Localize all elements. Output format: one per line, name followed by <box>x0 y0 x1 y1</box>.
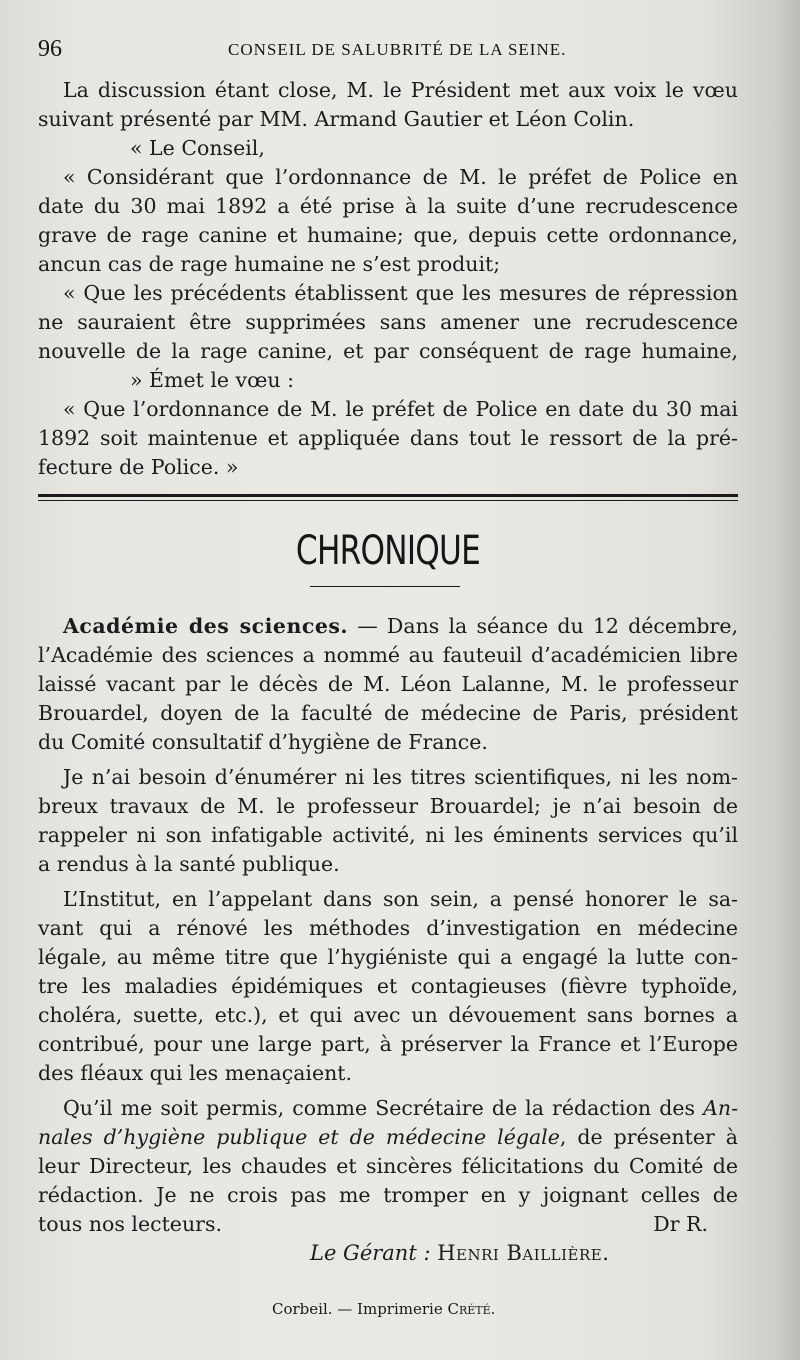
text-fragment: , de présenter à <box>559 1125 738 1149</box>
text-line: tous nos lecteurs. <box>38 1212 222 1236</box>
section-title: CHRONIQUE <box>295 528 481 574</box>
section-divider <box>38 494 738 501</box>
text-line: rédaction. Je ne crois pas me tromper en y joignant celles de <box>38 1183 738 1207</box>
text-line: « Considérant que l’ordonnance de M. le préfet de Police en <box>63 165 738 189</box>
text-line: La discussion étant close, M. le Président met aux voix le vœu <box>63 78 738 102</box>
journal-title: nales d’hygiène publique et de médecine légale <box>38 1125 560 1149</box>
text-line: légale, au même titre que l’hygiéniste qui a engagé la lutte con- <box>38 945 738 969</box>
text-line: 1892 soit maintenue et appliquée dans tout le ressort de la pré- <box>38 426 738 450</box>
text-line: vant qui a rénové les méthodes d’investigation en médecine <box>38 916 738 940</box>
text-line: suivant présenté par MM. Armand Gautier et Léon Colin. <box>38 107 635 131</box>
text-line: du Comité consultatif d’hygiène de France. <box>38 730 488 754</box>
text-line <box>38 1123 738 1152</box>
text-line: « Que les précédents établissent que les mesures de répression <box>63 281 738 305</box>
text-line: nouvelle de la rage canine, et par conséquent de rage humaine, <box>38 339 738 363</box>
text-line: breux travaux de M. le professeur Brouardel; je n’ai besoin de <box>38 794 738 818</box>
text-line: ne sauraient être supprimées sans amener une recrudescence <box>38 310 738 334</box>
printer-imprint <box>272 1300 495 1318</box>
text-fragment: Qu’il me soit permis, comme Secrétaire de la rédaction des <box>63 1096 704 1120</box>
text-line: l’Académie des sciences a nommé au fauteuil d’académicien libre <box>38 643 738 667</box>
text-line: tre les maladies épidémiques et contagieuses (fièvre typhoïde, <box>38 974 738 998</box>
author-signature: Dr R. <box>653 1212 708 1236</box>
signature-line <box>38 1210 738 1239</box>
text-line: laissé vacant par le décès de M. Léon Lalanne, M. le professeur <box>38 672 738 696</box>
journal-title-fragment: An- <box>703 1096 738 1120</box>
text-line: rappeler ni son infatigable activité, ni les éminents services qu’il <box>38 823 738 847</box>
publisher-line <box>310 1241 609 1265</box>
paragraph-first-line <box>38 612 738 641</box>
imprint-text: Corbeil. — Imprimerie <box>272 1300 443 1318</box>
council-resolution <box>38 76 738 482</box>
text-line: « Le Conseil, <box>130 136 265 160</box>
text-line: Je n’ai besoin d’énumérer ni les titres scientifiques, ni les nom- <box>63 765 738 789</box>
text-line: a rendus à la santé publique. <box>38 852 340 876</box>
text-fragment: — Dans la séance du 12 décembre, <box>348 614 738 638</box>
imprint-name: Crété. <box>447 1300 496 1318</box>
running-title: CONSEIL DE SALUBRITÉ DE LA SEINE. <box>228 40 567 59</box>
text-line: contribué, pour une large part, à préserver la France et l’Europe <box>38 1032 738 1056</box>
text-line: ancun cas de rage humaine ne s’est produit; <box>38 252 501 276</box>
text-line: Brouardel, doyen de la faculté de médecine de Paris, président <box>38 701 738 725</box>
text-line: date du 30 mai 1892 a été prise à la suite d’une recrudescence <box>38 194 738 218</box>
text-line: L’Institut, en l’appelant dans son sein, a pensé honorer le sa- <box>63 887 738 911</box>
text-line: » Émet le vœu : <box>130 368 295 392</box>
text-line: leur Directeur, les chaudes et sincères félicitations du Comité de <box>38 1154 738 1178</box>
text-line: fecture de Police. » <box>38 455 239 479</box>
gerant-label: Le Gérant : <box>310 1241 431 1265</box>
text-line: grave de rage canine et humaine; que, depuis cette ordonnance, <box>38 223 738 247</box>
text-line: choléra, suette, etc.), et qui avec un dévouement sans bornes a <box>38 1003 738 1027</box>
text-line: « Que l’ordonnance de M. le préfet de Police en date du 30 mai <box>63 397 738 421</box>
running-header <box>38 36 738 66</box>
title-underline <box>310 586 460 587</box>
page-number: 96 <box>38 36 62 62</box>
gerant-name: Henri Baillière. <box>437 1241 610 1265</box>
paragraph-heading: Académie des sciences. <box>63 614 349 638</box>
text-line: des fléaux qui les menaçaient. <box>38 1061 353 1085</box>
chronique-body <box>38 612 738 1239</box>
paragraph-first-line <box>38 1094 738 1123</box>
